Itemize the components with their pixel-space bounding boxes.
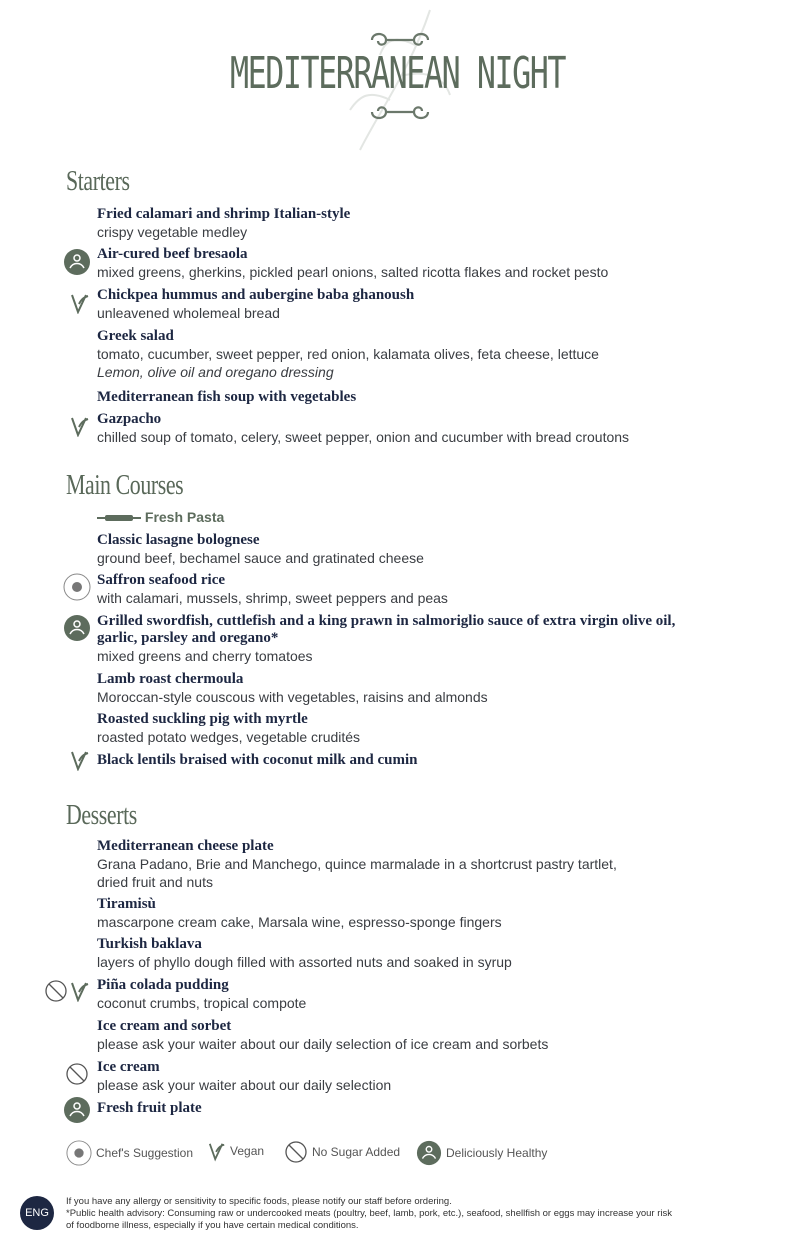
item-desc: crispy vegetable medley bbox=[97, 224, 248, 240]
item-desc-cont: dried fruit and nuts bbox=[97, 874, 213, 890]
item-name-cont: garlic, parsley and oregano* bbox=[97, 630, 279, 646]
deliciously-healthy-icon bbox=[63, 248, 91, 276]
vegan-icon bbox=[70, 749, 90, 771]
menu-item bbox=[97, 613, 767, 665]
deliciously-healthy-icon bbox=[63, 614, 91, 642]
item-desc: please ask your waiter about our daily selection bbox=[97, 1077, 392, 1093]
section-title-starters: Starters bbox=[66, 166, 130, 197]
item-name: Ice cream bbox=[97, 1059, 160, 1075]
menu-item bbox=[97, 572, 767, 607]
menu-item bbox=[97, 752, 767, 769]
vegan-icon bbox=[70, 415, 90, 437]
item-name: Turkish baklava bbox=[97, 936, 202, 952]
no-sugar-added-icon bbox=[65, 1062, 89, 1086]
item-name: Tiramisù bbox=[97, 896, 156, 912]
menu-item bbox=[97, 671, 767, 706]
legend-chefs: Chef's Suggestion bbox=[66, 1140, 193, 1166]
vegan-icon bbox=[208, 1140, 226, 1162]
item-name: Saffron seafood rice bbox=[97, 572, 226, 588]
item-desc: with calamari, mussels, shrimp, sweet peppers and peas bbox=[97, 590, 448, 606]
section-title-desserts: Desserts bbox=[66, 800, 137, 831]
subhead-fresh-pasta bbox=[97, 509, 224, 525]
item-desc: mixed greens and cherry tomatoes bbox=[97, 648, 313, 664]
item-desc: layers of phyllo dough filled with assorted nuts and soaked in syrup bbox=[97, 954, 512, 970]
subhead-label: Fresh Pasta bbox=[144, 509, 225, 525]
item-desc: please ask your waiter about our daily selection of ice cream and sorbets bbox=[97, 1036, 549, 1052]
section-title-main-courses: Main Courses bbox=[66, 470, 184, 501]
item-name: Greek salad bbox=[97, 328, 174, 344]
vegan-icon bbox=[70, 292, 90, 314]
item-desc: unleavened wholemeal bread bbox=[97, 305, 280, 321]
item-desc: mascarpone cream cake, Marsala wine, espresso-sponge fingers bbox=[97, 914, 502, 930]
no-sugar-added-icon bbox=[284, 1140, 308, 1164]
item-name: Fresh fruit plate bbox=[97, 1100, 202, 1116]
item-name: Air-cured beef bresaola bbox=[97, 246, 248, 262]
menu-item bbox=[97, 328, 767, 382]
page-title: MEDITERRANEAN NIGHT bbox=[229, 48, 566, 99]
item-desc: ground beef, bechamel sauce and gratinated cheese bbox=[97, 550, 424, 566]
menu-item bbox=[97, 389, 767, 406]
menu-item bbox=[97, 1059, 767, 1094]
item-name: Gazpacho bbox=[97, 411, 162, 427]
menu-item bbox=[97, 532, 767, 567]
legend-vegan: Vegan bbox=[208, 1140, 264, 1162]
item-name: Grilled swordfish, cuttlefish and a king prawn in salmoriglio sauce of extra virgin olive oil, bbox=[97, 613, 676, 629]
legend-healthy: Deliciously Healthy bbox=[416, 1140, 547, 1166]
vegan-icon bbox=[70, 980, 90, 1002]
item-name: Classic lasagne bolognese bbox=[97, 532, 260, 548]
footer-disclaimer: If you have any allergy or sensitivity to specific foods, please notify our staff before ordering. *Public health advisory: Consuming raw or undercooked meats (poultry, beef, lamb, pork, etc.), seafood, shellfish or eggs may increase your risk of foodborne illness, especially if you have certain medical conditions. bbox=[66, 1196, 672, 1231]
item-name: Mediterranean cheese plate bbox=[97, 838, 274, 854]
deliciously-healthy-icon bbox=[63, 1096, 91, 1124]
menu-item bbox=[97, 411, 767, 446]
menu-item bbox=[97, 711, 767, 746]
menu-item bbox=[97, 936, 767, 971]
menu-item bbox=[97, 1018, 767, 1053]
item-name: Black lentils braised with coconut milk and cumin bbox=[97, 752, 418, 768]
item-name: Piña colada pudding bbox=[97, 977, 229, 993]
menu-item bbox=[97, 896, 767, 931]
item-desc: roasted potato wedges, vegetable crudités bbox=[97, 729, 361, 745]
no-sugar-added-icon bbox=[44, 979, 68, 1003]
menu-item bbox=[97, 977, 767, 1012]
item-name: Roasted suckling pig with myrtle bbox=[97, 711, 308, 727]
item-desc: Grana Padano, Brie and Manchego, quince marmalade in a shortcrust pastry tartlet, bbox=[97, 856, 617, 872]
header bbox=[0, 0, 795, 160]
item-name: Ice cream and sorbet bbox=[97, 1018, 232, 1034]
item-name: Chickpea hummus and aubergine baba ghanoush bbox=[97, 287, 415, 303]
menu-item bbox=[97, 206, 767, 241]
menu-item bbox=[97, 246, 767, 281]
item-desc: coconut crumbs, tropical compote bbox=[97, 995, 307, 1011]
deliciously-healthy-icon bbox=[416, 1140, 442, 1166]
item-name: Fried calamari and shrimp Italian-style bbox=[97, 206, 351, 222]
chefs-suggestion-icon bbox=[66, 1140, 92, 1166]
menu-item bbox=[97, 287, 767, 322]
menu-item bbox=[97, 1100, 767, 1117]
chefs-suggestion-icon bbox=[63, 573, 91, 601]
item-desc: mixed greens, gherkins, pickled pearl onions, salted ricotta flakes and rocket pesto bbox=[97, 264, 609, 280]
legend-no-sugar: No Sugar Added bbox=[284, 1140, 400, 1164]
item-desc: tomato, cucumber, sweet pepper, red onion, kalamata olives, feta cheese, lettuce bbox=[97, 346, 599, 362]
item-name: Mediterranean fish soup with vegetables bbox=[97, 389, 357, 405]
menu-item bbox=[97, 838, 767, 891]
legend bbox=[66, 1140, 766, 1170]
item-name: Lamb roast chermoula bbox=[97, 671, 244, 687]
language-badge[interactable]: ENG bbox=[20, 1196, 54, 1230]
item-note: Lemon, olive oil and oregano dressing bbox=[97, 364, 334, 380]
item-desc: Moroccan-style couscous with vegetables, raisins and almonds bbox=[97, 689, 488, 705]
rolling-pin-icon bbox=[97, 513, 141, 523]
item-desc: chilled soup of tomato, celery, sweet pepper, onion and cucumber with bread croutons bbox=[97, 429, 630, 445]
